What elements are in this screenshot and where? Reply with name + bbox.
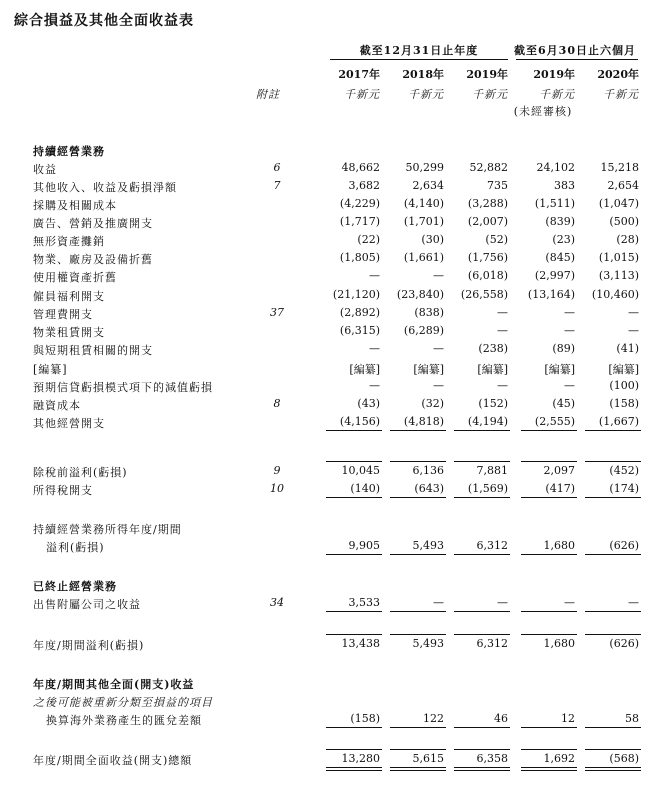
subtotal-overline	[326, 749, 382, 750]
row-value: [編纂]	[544, 363, 575, 376]
year-header: 2019年	[466, 68, 508, 81]
row-label: 年度/期間溢利(虧損)	[33, 639, 145, 652]
row-note-ref: 34	[270, 596, 284, 609]
row-value: 6,312	[476, 637, 508, 650]
row-value: 5,493	[412, 637, 444, 650]
row-value: (2,892)	[339, 306, 380, 319]
subtotal-overline	[585, 461, 641, 462]
row-value: 5,493	[412, 539, 444, 552]
row-value: (6,018)	[467, 269, 508, 282]
total-underline	[521, 611, 577, 612]
total-underline	[390, 770, 446, 771]
row-value: 50,299	[405, 161, 444, 174]
total-underline	[585, 770, 641, 771]
row-value: —	[433, 379, 444, 392]
total-underline	[390, 611, 446, 612]
row-label: 溢利(虧損)	[46, 541, 105, 554]
row-value: (2,007)	[467, 215, 508, 228]
row-value: (158)	[609, 397, 639, 410]
total-underline	[326, 767, 382, 768]
row-value: 10,045	[341, 464, 380, 477]
row-value: 7,881	[476, 464, 508, 477]
row-value: (13,164)	[527, 288, 575, 301]
row-value: 122	[423, 712, 444, 725]
row-note-ref: 7	[273, 179, 281, 192]
row-value: (158)	[350, 712, 380, 725]
row-value: (23,840)	[396, 288, 444, 301]
row-value: 2,097	[543, 464, 575, 477]
total-underline	[390, 497, 446, 498]
row-value: —	[369, 342, 380, 355]
statement-row	[0, 379, 653, 397]
row-label: 採購及相關成本	[33, 199, 117, 212]
row-value: 2,634	[412, 179, 444, 192]
row-value: (643)	[414, 482, 444, 495]
subtotal-overline	[390, 749, 446, 750]
statement-row	[0, 578, 653, 596]
total-underline	[454, 770, 510, 771]
row-label: 物業、廠房及設備折舊	[33, 253, 153, 266]
statement-row	[0, 215, 653, 233]
total-underline	[521, 430, 577, 431]
row-value: (140)	[350, 482, 380, 495]
row-label: 持續經營業務	[33, 145, 105, 158]
subtotal-overline	[585, 749, 641, 750]
statement-row	[0, 179, 653, 197]
row-value: 383	[554, 179, 575, 192]
total-underline	[585, 554, 641, 555]
row-note-ref: 8	[273, 397, 281, 410]
row-value: [編纂]	[608, 363, 639, 376]
row-value: (838)	[414, 306, 444, 319]
total-underline	[390, 767, 446, 768]
row-value: —	[433, 269, 444, 282]
row-value: [編纂]	[413, 363, 444, 376]
row-value: 1,692	[543, 752, 575, 765]
row-value: (26,558)	[460, 288, 508, 301]
row-label: 其他收入、收益及虧損淨額	[33, 181, 177, 194]
row-value: (1,805)	[339, 251, 380, 264]
total-underline	[390, 727, 446, 728]
year-header: 2019年	[533, 68, 575, 81]
row-value: [編纂]	[477, 363, 508, 376]
row-value: (4,194)	[467, 415, 508, 428]
subtotal-overline	[454, 749, 510, 750]
subtotal-overline	[390, 634, 446, 635]
row-value: (4,156)	[339, 415, 380, 428]
row-value: —	[564, 306, 575, 319]
row-note-ref: 9	[273, 464, 281, 477]
row-value: (22)	[357, 233, 380, 246]
total-underline	[585, 497, 641, 498]
row-value: (1,569)	[467, 482, 508, 495]
row-value: (6,289)	[403, 324, 444, 337]
row-value: (2,997)	[534, 269, 575, 282]
row-value: —	[497, 596, 508, 609]
row-value: 12	[561, 712, 575, 725]
statement-row	[0, 306, 653, 324]
total-underline	[521, 554, 577, 555]
row-label: 出售附屬公司之收益	[33, 598, 141, 611]
row-label: 使用權資產折舊	[33, 271, 117, 284]
total-underline	[521, 770, 577, 771]
row-label: 管理費開支	[33, 308, 93, 321]
row-value: (100)	[609, 379, 639, 392]
statement-row	[0, 161, 653, 179]
statement-row	[0, 197, 653, 215]
unit-header: 千新元	[539, 88, 575, 101]
row-value: (43)	[357, 397, 380, 410]
row-value: (839)	[545, 215, 575, 228]
statement-row	[0, 464, 653, 482]
header-underline-annual	[330, 59, 508, 60]
total-underline	[454, 727, 510, 728]
statement-row	[0, 251, 653, 269]
row-label: [編纂]	[33, 363, 68, 376]
year-header: 2020年	[597, 68, 639, 81]
row-value: 735	[487, 179, 508, 192]
row-value: (174)	[609, 482, 639, 495]
statement-title: 綜合損益及其他全面收益表	[14, 13, 194, 29]
row-value: —	[497, 306, 508, 319]
row-value: 6,358	[476, 752, 508, 765]
row-value: (1,717)	[339, 215, 380, 228]
row-label: 換算海外業務產生的匯兌差額	[46, 714, 202, 727]
note-column-header: 附註	[256, 88, 280, 101]
statement-row	[0, 676, 653, 694]
statement-row	[0, 637, 653, 655]
row-value: 52,882	[469, 161, 508, 174]
row-value: (845)	[545, 251, 575, 264]
subtotal-overline	[326, 634, 382, 635]
row-label: 廣告、營銷及推廣開支	[33, 217, 153, 230]
row-value: (4,229)	[339, 197, 380, 210]
row-value: (89)	[552, 342, 575, 355]
unit-header: 千新元	[408, 88, 444, 101]
row-value: 13,438	[341, 637, 380, 650]
row-note-ref: 10	[270, 482, 284, 495]
row-value: (568)	[609, 752, 639, 765]
row-value: (30)	[421, 233, 444, 246]
unit-header: 千新元	[603, 88, 639, 101]
row-value: (500)	[609, 215, 639, 228]
header-group-annual: 截至12月31日止年度	[359, 44, 479, 57]
total-underline	[454, 497, 510, 498]
row-value: —	[628, 306, 639, 319]
subtotal-overline	[521, 461, 577, 462]
row-value: 6,136	[412, 464, 444, 477]
unit-header: 千新元	[344, 88, 380, 101]
statement-row	[0, 361, 653, 379]
row-value: 1,680	[543, 637, 575, 650]
row-value: —	[564, 596, 575, 609]
row-value: (4,818)	[403, 415, 444, 428]
subtotal-overline	[585, 634, 641, 635]
row-value: —	[497, 324, 508, 337]
row-value: (4,140)	[403, 197, 444, 210]
subtotal-overline	[454, 461, 510, 462]
total-underline	[585, 430, 641, 431]
subtotal-overline	[390, 461, 446, 462]
total-underline	[326, 727, 382, 728]
row-value: (23)	[552, 233, 575, 246]
row-value: 13,280	[341, 752, 380, 765]
total-underline	[521, 727, 577, 728]
total-underline	[454, 767, 510, 768]
row-label: 與短期租賃相關的開支	[33, 344, 153, 357]
total-underline	[521, 767, 577, 768]
row-label: 收益	[33, 163, 57, 176]
total-underline	[521, 497, 577, 498]
row-value: —	[564, 379, 575, 392]
row-value: (32)	[421, 397, 444, 410]
row-value: (1,661)	[403, 251, 444, 264]
row-value: 2,654	[607, 179, 639, 192]
total-underline	[390, 430, 446, 431]
row-label: 年度/期間其他全面(開支)收益	[33, 678, 195, 691]
row-value: (1,015)	[598, 251, 639, 264]
total-underline	[326, 611, 382, 612]
row-value: (6,315)	[339, 324, 380, 337]
row-value: (1,511)	[534, 197, 575, 210]
statement-row	[0, 397, 653, 415]
row-value: (1,701)	[403, 215, 444, 228]
year-header: 2018年	[402, 68, 444, 81]
row-value: (1,667)	[598, 415, 639, 428]
total-underline	[390, 554, 446, 555]
row-value: 3,682	[348, 179, 380, 192]
row-label: 所得稅開支	[33, 484, 93, 497]
row-note-ref: 6	[273, 161, 281, 174]
row-label: 融資成本	[33, 399, 81, 412]
row-label: 僱員福利開支	[33, 290, 105, 303]
total-underline	[585, 611, 641, 612]
row-value: 3,533	[348, 596, 380, 609]
row-value: —	[564, 324, 575, 337]
row-value: (3,288)	[467, 197, 508, 210]
row-value: (626)	[609, 637, 639, 650]
unit-header: 千新元	[472, 88, 508, 101]
statement-row	[0, 694, 653, 712]
row-value: 1,680	[543, 539, 575, 552]
row-value: (238)	[478, 342, 508, 355]
row-label: 年度/期間全面收益(開支)總額	[33, 754, 193, 767]
row-label: 物業租賃開支	[33, 326, 105, 339]
row-value: (152)	[478, 397, 508, 410]
statement-row	[0, 324, 653, 342]
statement-row	[0, 269, 653, 287]
row-value: 9,905	[348, 539, 380, 552]
statement-row	[0, 521, 653, 539]
row-value: (28)	[616, 233, 639, 246]
row-label: 持續經營業務所得年度/期間	[33, 523, 182, 536]
subtotal-overline	[454, 634, 510, 635]
header-underline-half	[516, 59, 638, 60]
year-header: 2017年	[338, 68, 380, 81]
row-value: (1,047)	[598, 197, 639, 210]
row-label: 已終止經營業務	[33, 580, 117, 593]
row-value: (45)	[552, 397, 575, 410]
row-value: —	[369, 379, 380, 392]
subtotal-overline	[326, 461, 382, 462]
row-label: 無形資產攤銷	[33, 235, 105, 248]
row-value: —	[433, 596, 444, 609]
row-value: (1,756)	[467, 251, 508, 264]
row-value: 5,615	[412, 752, 444, 765]
total-underline	[326, 430, 382, 431]
row-value: —	[433, 342, 444, 355]
row-label: 其他經營開支	[33, 417, 105, 430]
subtotal-overline	[521, 749, 577, 750]
row-value: (21,120)	[332, 288, 380, 301]
row-value: (41)	[616, 342, 639, 355]
row-label: 之後可能被重新分類至損益的項目	[33, 696, 213, 709]
statement-row	[0, 342, 653, 360]
total-underline	[454, 430, 510, 431]
header-group-half: 截至6月30日止六個月	[514, 44, 636, 57]
row-value: 6,312	[476, 539, 508, 552]
row-value: (3,113)	[598, 269, 639, 282]
row-value: —	[628, 324, 639, 337]
row-value: —	[369, 269, 380, 282]
statement-row	[0, 233, 653, 251]
row-value: (52)	[485, 233, 508, 246]
row-note-ref: 37	[270, 306, 284, 319]
total-underline	[585, 767, 641, 768]
total-underline	[454, 554, 510, 555]
subtotal-overline	[521, 634, 577, 635]
row-value: (417)	[545, 482, 575, 495]
row-value: (10,460)	[591, 288, 639, 301]
total-underline	[326, 497, 382, 498]
row-value: —	[628, 596, 639, 609]
statement-row	[0, 288, 653, 306]
total-underline	[454, 611, 510, 612]
row-value: 48,662	[341, 161, 380, 174]
row-value: (626)	[609, 539, 639, 552]
row-value: 58	[625, 712, 639, 725]
unaudited-label: (未經審核)	[513, 105, 573, 118]
total-underline	[326, 770, 382, 771]
row-label: 預期信貸虧損模式項下的減值虧損	[33, 381, 213, 394]
row-value: —	[497, 379, 508, 392]
row-value: [編纂]	[349, 363, 380, 376]
row-value: 24,102	[536, 161, 575, 174]
total-underline	[585, 727, 641, 728]
row-value: 15,218	[600, 161, 639, 174]
row-value: (2,555)	[534, 415, 575, 428]
total-underline	[326, 554, 382, 555]
row-value: 46	[494, 712, 508, 725]
statement-row	[0, 143, 653, 161]
row-value: (452)	[609, 464, 639, 477]
row-label: 除稅前溢利(虧損)	[33, 466, 128, 479]
